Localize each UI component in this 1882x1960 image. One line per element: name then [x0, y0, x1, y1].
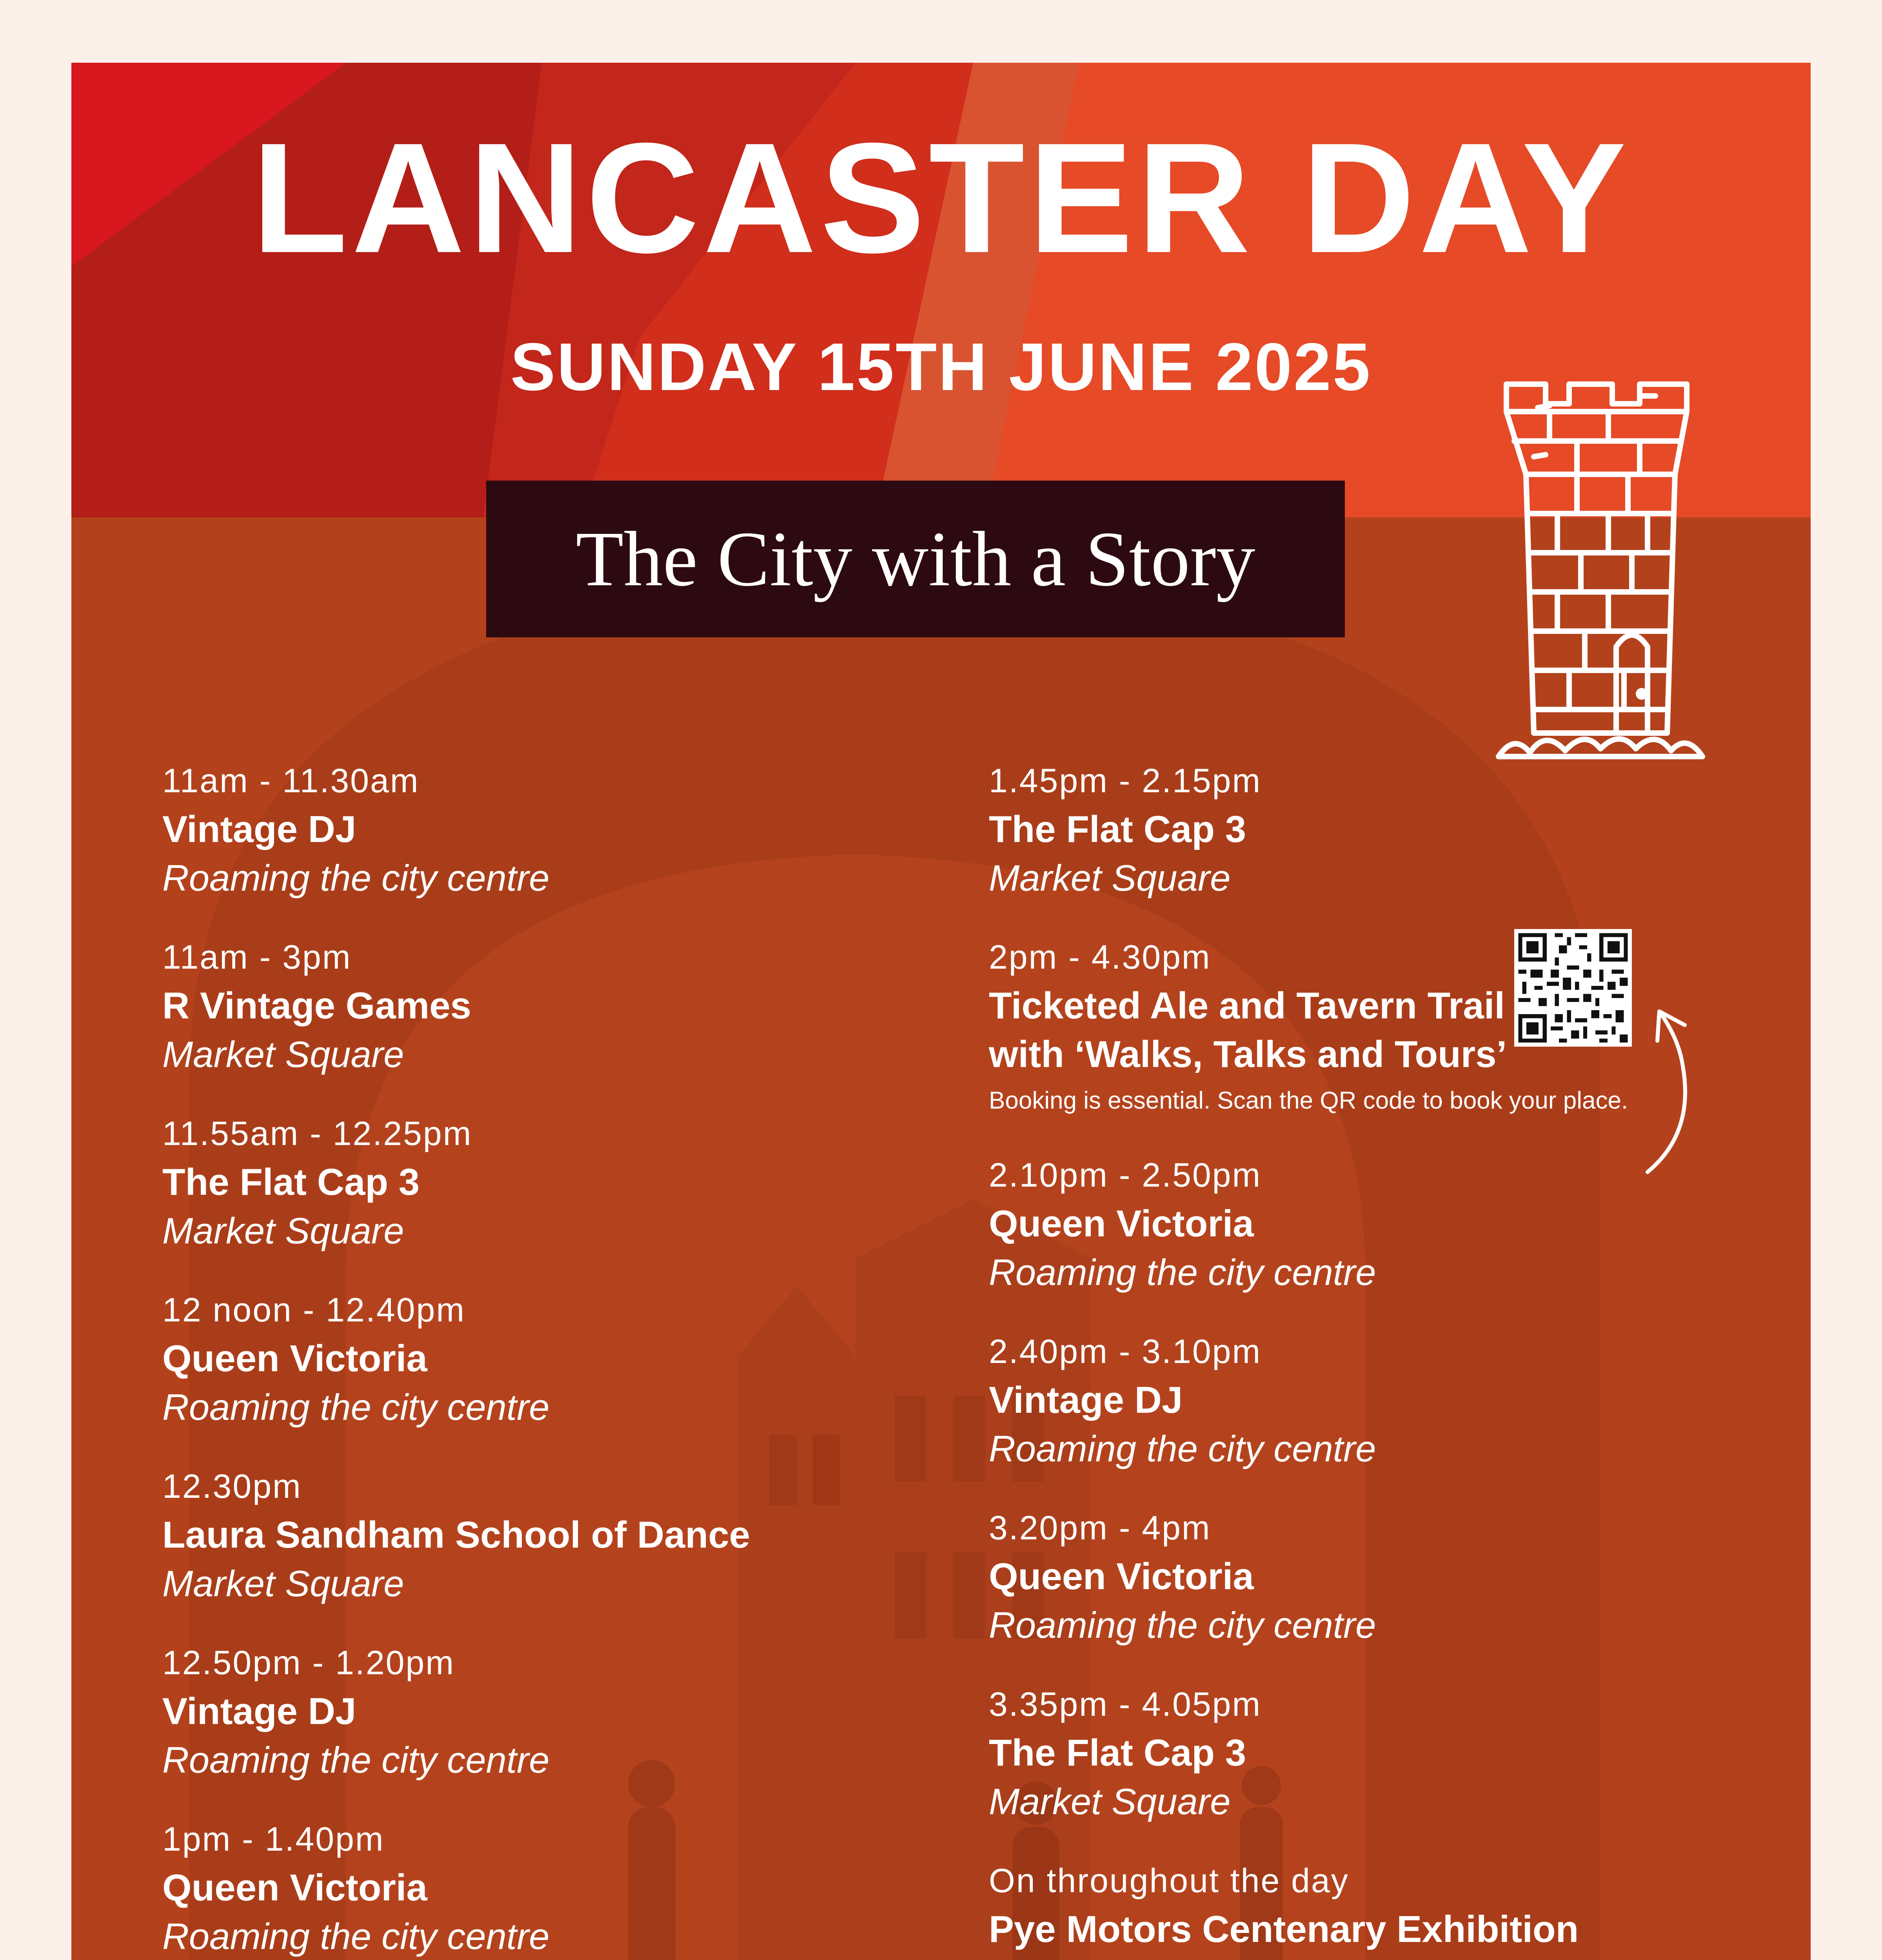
castle-tower-icon	[1491, 372, 1710, 780]
event-item	[162, 1462, 946, 1608]
event-name: Laura Sandham School of Dance	[162, 1514, 750, 1556]
event-time: 11am - 11.30am	[162, 762, 420, 800]
event-item	[989, 1680, 1734, 1826]
event-item	[162, 933, 946, 1079]
event-name: Vintage DJ	[162, 1690, 356, 1732]
tagline-banner	[486, 481, 1345, 637]
booking-qr-code[interactable]	[1514, 929, 1632, 1047]
event-time: 12.50pm - 1.20pm	[162, 1644, 455, 1682]
event-item	[162, 1109, 946, 1255]
event-name: Queen Victoria	[162, 1338, 427, 1379]
event-location: Roaming the city centre	[989, 1604, 1376, 1646]
event-name: Queen Victoria	[162, 1867, 427, 1909]
event-time: 11.55am - 12.25pm	[162, 1115, 472, 1152]
event-item	[989, 1504, 1734, 1650]
event-location: Roaming the city centre	[162, 1387, 550, 1428]
event-item	[162, 1815, 946, 1960]
event-location	[989, 1954, 1734, 1960]
event-location: Roaming the city centre	[162, 1916, 550, 1957]
event-date: SUNDAY 15TH JUNE 2025	[510, 329, 1372, 405]
curved-arrow-icon	[1636, 996, 1699, 1180]
event-name: Pye Motors Centenary Exhibition	[989, 1908, 1579, 1950]
event-time: 12 noon - 12.40pm	[162, 1291, 465, 1329]
event-item	[162, 1286, 946, 1432]
event-item	[989, 757, 1734, 902]
event-location: Market Square	[162, 1210, 404, 1251]
event-name: Vintage DJ	[989, 1379, 1183, 1421]
event-time: 12.30pm	[162, 1468, 302, 1505]
event-name: Queen Victoria	[989, 1555, 1254, 1597]
event-name-continued: with ‘Walks, Talks and Tours’	[989, 1033, 1507, 1075]
event-location: Roaming the city centre	[162, 1739, 550, 1780]
event-name: Queen Victoria	[989, 1203, 1254, 1245]
event-item	[162, 757, 946, 902]
event-name: Ticketed Ale and Tavern Trail	[989, 985, 1505, 1027]
event-name: The Flat Cap 3	[989, 1732, 1246, 1774]
event-item	[989, 1151, 1734, 1297]
event-name: The Flat Cap 3	[162, 1161, 420, 1203]
event-location: Market Square	[989, 1781, 1231, 1822]
event-item	[989, 1327, 1734, 1473]
event-time: 1.45pm - 2.15pm	[989, 762, 1262, 800]
event-time: On throughout the day	[989, 1862, 1349, 1900]
event-name: R Vintage Games	[162, 985, 471, 1027]
event-name: Vintage DJ	[162, 808, 356, 850]
event-location: Market Square	[162, 1034, 404, 1075]
event-time: 11am - 3pm	[162, 938, 352, 976]
event-location: Market Square	[989, 857, 1231, 898]
event-location: Roaming the city centre	[989, 1428, 1376, 1469]
event-time: 3.35pm - 4.05pm	[989, 1686, 1262, 1723]
event-time: 3.20pm - 4pm	[989, 1509, 1211, 1547]
event-time: 2.40pm - 3.10pm	[989, 1333, 1262, 1370]
poster-title: LANCASTER DAY	[252, 110, 1630, 285]
event-location: Roaming the city centre	[162, 857, 550, 898]
event-item	[989, 1857, 1734, 1960]
event-time: 1pm - 1.40pm	[162, 1820, 385, 1858]
event-time: 2.10pm - 2.50pm	[989, 1156, 1262, 1194]
event-location: Roaming the city centre	[989, 1252, 1376, 1293]
poster	[71, 63, 1811, 1960]
event-item	[162, 1639, 946, 1784]
event-name: The Flat Cap 3	[989, 808, 1246, 850]
booking-note: Booking is essential. Scan the QR code to book your place.	[989, 1087, 1628, 1114]
event-time: 2pm - 4.30pm	[989, 938, 1211, 976]
schedule-left-column	[162, 757, 946, 1960]
tagline-text: The City with a Story	[576, 515, 1255, 603]
event-location: Market Square	[162, 1563, 404, 1604]
